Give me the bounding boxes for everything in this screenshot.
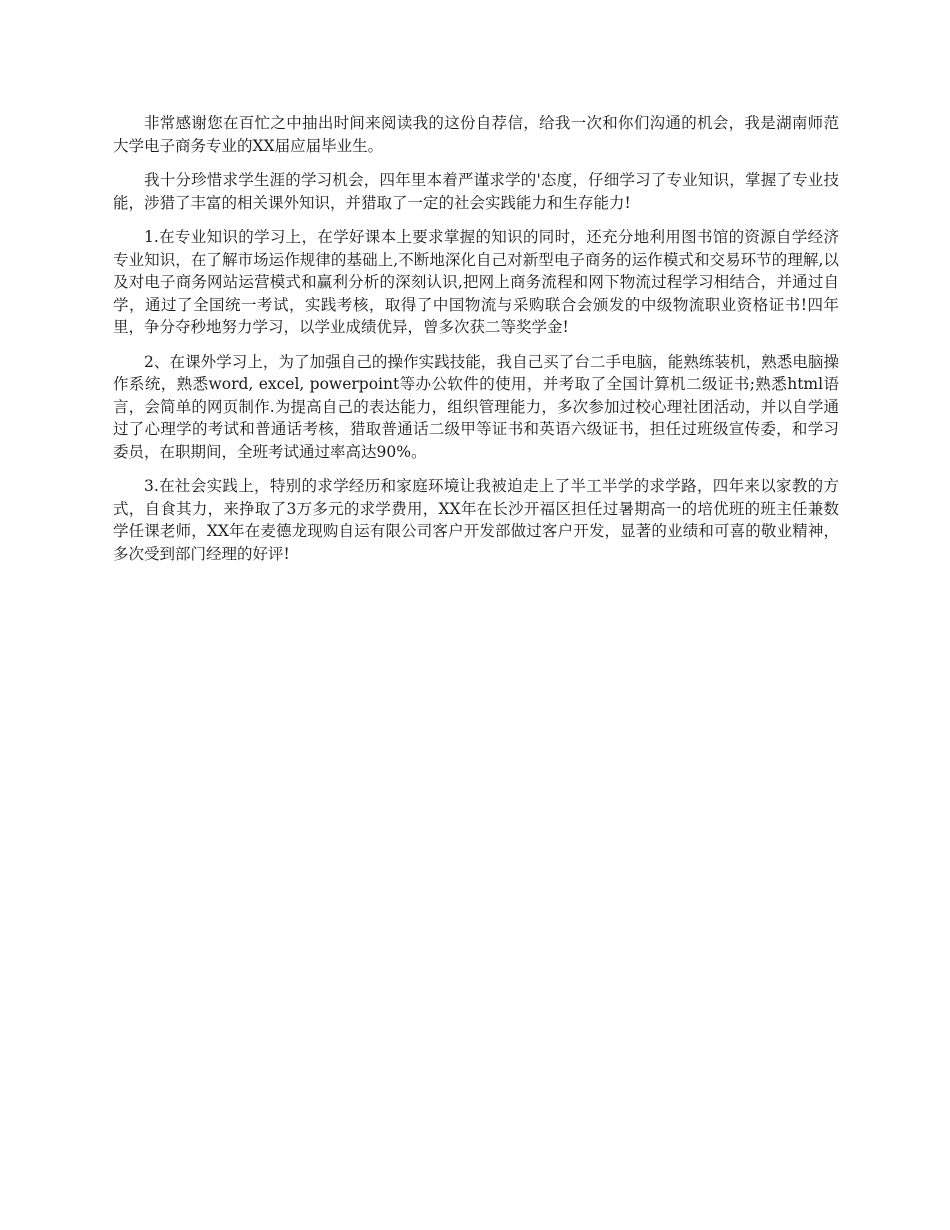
paragraph-intro: 非常感谢您在百忙之中抽出时间来阅读我的这份自荐信，给我一次和你们沟通的机会，我是湖南师范大学电子商务专业的XX届应届毕业生。	[113, 114, 839, 155]
paragraph-study-attitude: 我十分珍惜求学生涯的学习机会，四年里本着严谨求学的'态度，仔细学习了专业知识，掌握了专业技能，涉猎了丰富的相关课外知识，并猎取了一定的社会实践能力和生存能力!	[113, 171, 839, 212]
paragraph-extracurricular: 2、在课外学习上，为了加强自己的操作实践技能，我自己买了台二手电脑，能熟练装机，熟悉电脑操作系统，熟悉word, excel, powerpoint等办公软件的使用，并考取了全国计算机二级证书;熟悉html语言，会简单的网页制作.为提高自己的表达能力，组织管理能力，多次参加过校心理社团活动，并以自学通过了心理学的考试和普通话考核，猎取普通话二级甲等证书和英语六级证书，担任过班级宣传委，和学习委员，在职期间，全班考试通过率高达90%。	[113, 352, 839, 461]
document-body	[113, 112, 839, 577]
paragraph-social-practice: 3.在社会实践上，特别的求学经历和家庭环境让我被迫走上了半工半学的求学路，四年来以家教的方式，自食其力，来挣取了3万多元的求学费用，XX年在长沙开福区担任过暑期高一的培优班的班主任兼数学任课老师，XX年在麦德龙现购自运有限公司客户开发部做过客户开发，显著的业绩和可喜的敬业精神，多次受到部门经理的好评!	[113, 477, 839, 563]
paragraph-professional-knowledge: 1.在专业知识的学习上，在学好课本上要求掌握的知识的同时，还充分地利用图书馆的资源自学经济专业知识，在了解市场运作规律的基础上,不断地深化自己对新型电子商务的运作模式和交易环节的理解,以及对电子商务网站运营模式和赢利分析的深刻认识,把网上商务流程和网下物流过程学习相结合，并通过自学，通过了全国统一考试，实践考核，取得了中国物流与采购联合会颁发的中级物流职业资格证书!四年里，争分夺秒地努力学习，以学业成绩优异，曾多次获二等奖学金!	[113, 228, 839, 336]
